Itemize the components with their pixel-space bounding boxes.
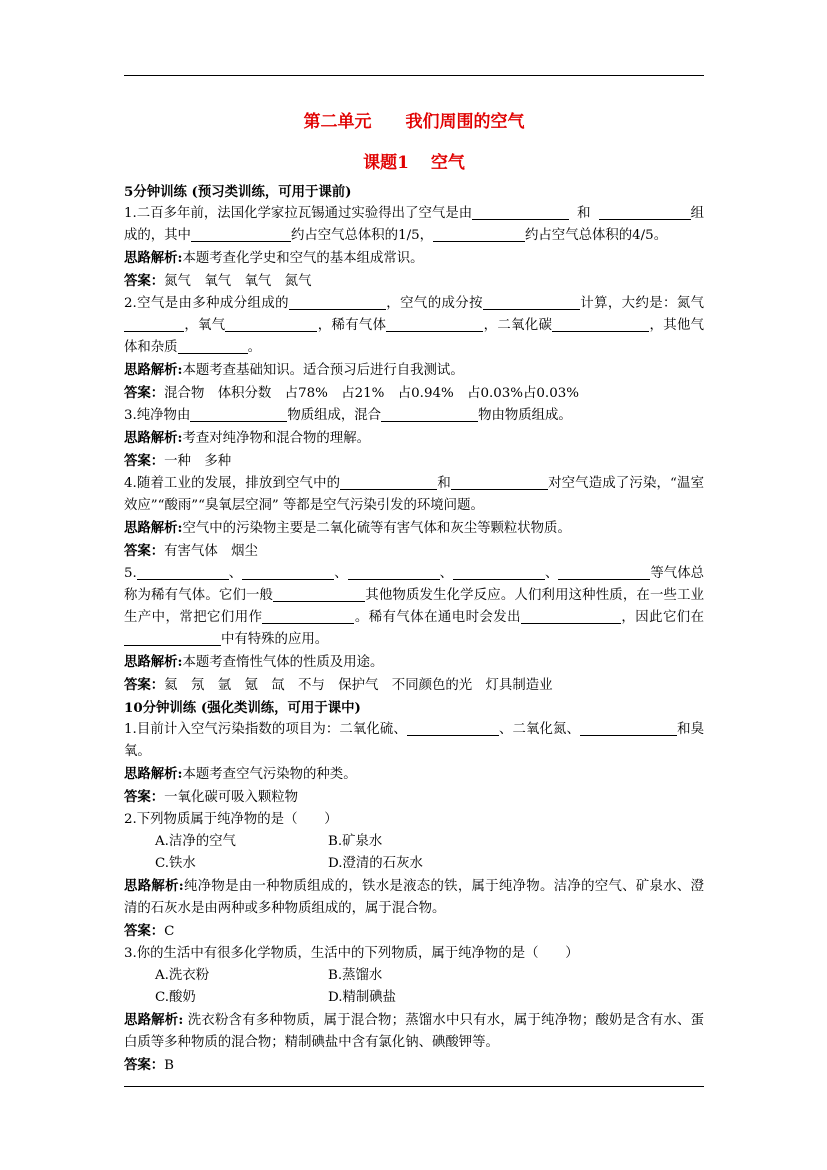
analysis-1-3: 思路解析:考查对纯净物和混合物的理解。 — [124, 430, 370, 446]
question-1-2: 2.空气是由多种成分组成的 ，空气的成分按 计算，大约是：氮气，氧气 ，稀有气体 ，二氧化碳 ，其他气体和杂质 。 — [124, 296, 705, 355]
answer-blank — [178, 338, 248, 354]
analysis-1-5: 思路解析:本题考查惰性气体的性质及用途。 — [124, 654, 384, 670]
analysis-1-2: 思路解析:本题考查基础知识。适合预习后进行自我测试。 — [124, 362, 464, 378]
unit-title: 第二单元 我们周围的空气 — [303, 112, 525, 132]
answer-blank — [191, 226, 291, 242]
option-b: B.矿泉水 — [328, 834, 383, 849]
answer-blank — [124, 316, 184, 332]
answer-blank — [521, 608, 621, 624]
answer-blank — [451, 474, 548, 490]
option-c: C.酸奶 — [155, 990, 196, 1005]
answer-1-2: 答案：混合物 体积分数 占78% 占21% 占0.94% 占0.03%占0.03% — [124, 385, 579, 401]
answer-2-2: 答案：C — [124, 923, 175, 939]
question-1-5: 5. 、 、 、 、 等气体总称为稀有气体。它们一般 其他物质发生化学反应。人们利用这种性质，在一些工业生产中，常把它们用作 。稀有气体在通电时会发出 ，因此它们在中有特殊的应用。 — [124, 566, 705, 647]
question-1-1: 1.二百多年前，法国化学家拉瓦锡通过实验得出了空气是由 和 组成的，其中 约占空气总体积的1/5， 约占空气总体积的4/5。 — [124, 206, 705, 243]
options-2-2-row2 — [124, 853, 704, 875]
answer-blank — [348, 564, 440, 580]
option-d: D.澄清的石灰水 — [328, 856, 423, 871]
options-2-3-row1 — [124, 965, 704, 987]
answer-blank — [273, 586, 365, 602]
answer-blank — [599, 204, 691, 220]
answer-blank — [124, 630, 221, 646]
lesson-title: 课题1 空气 — [363, 153, 465, 173]
answer-blank — [381, 406, 478, 422]
answer-blank — [552, 316, 649, 332]
document-body — [124, 108, 704, 1077]
question-2-1: 1.目前计入空气污染指数的项目为：二氧化硫、 、二氧化氮、 和臭氧。 — [124, 722, 704, 759]
answer-blank — [386, 316, 483, 332]
answer-blank — [407, 720, 499, 736]
option-d: D.精制碘盐 — [328, 990, 397, 1005]
question-2-2: 2.下列物质属于纯净物的是（ ） — [124, 812, 338, 827]
section-heading-5min: 5分钟训练 (预习类训练，可用于课前) — [124, 184, 352, 200]
footer-rule — [124, 1086, 704, 1087]
answer-blank — [262, 608, 354, 624]
analysis-2-1: 思路解析:本题考查空气污染物的种类。 — [124, 766, 357, 782]
answer-2-1: 答案：一氧化碳可吸入颗粒物 — [124, 789, 299, 805]
question-1-3: 3.纯净物由 物质组成，混合 物由物质组成。 — [124, 408, 572, 423]
analysis-2-3: 思路解析: 洗衣粉含有多种物质，属于混合物；蒸馏水中只有水，属于纯净物；酸奶是含有水、蛋白质等多种物质的混合物；精制碘盐中含有氯化钠、碘酸钾等。 — [124, 1012, 704, 1050]
answer-blank — [289, 294, 386, 310]
answer-blank — [558, 564, 650, 580]
answer-blank — [340, 474, 437, 490]
section-heading-10min: 10分钟训练 (强化类训练，可用于课中) — [124, 700, 361, 716]
analysis-1-1: 思路解析:本题考查化学史和空气的基本组成常识。 — [124, 250, 424, 266]
answer-blank — [137, 564, 229, 580]
answer-2-3: 答案：B — [124, 1057, 175, 1073]
answer-blank — [453, 564, 545, 580]
answer-blank — [483, 294, 580, 310]
analysis-1-4: 思路解析:空气中的污染物主要是二氧化硫等有害气体和灰尘等颗粒状物质。 — [124, 520, 571, 536]
answer-blank — [225, 316, 317, 332]
answer-blank — [580, 720, 677, 736]
answer-blank — [242, 564, 334, 580]
question-1-4: 4.随着工业的发展，排放到空气中的 和 对空气造成了污染，“温室效应”“酸雨”“臭氧层空洞” 等都是空气污染引发的环境问题。 — [124, 476, 704, 513]
options-2-2-row1 — [124, 831, 704, 853]
answer-1-5: 答案：氦 氖 氩 氪 氙 不与 保护气 不同颜色的光 灯具制造业 — [124, 677, 553, 693]
answer-blank — [190, 406, 287, 422]
option-b: B.蒸馏水 — [328, 968, 383, 983]
answer-blank — [433, 226, 525, 242]
answer-1-1: 答案：氮气 氧气 氧气 氮气 — [124, 273, 312, 289]
answer-blank — [472, 204, 569, 220]
answer-1-3: 答案：一种 多种 — [124, 453, 232, 469]
option-c: C.铁水 — [155, 856, 196, 871]
options-2-3-row2 — [124, 987, 704, 1009]
question-2-3: 3.你的生活中有很多化学物质，生活中的下列物质，属于纯净物的是（ ） — [124, 946, 579, 961]
option-a: A.洁净的空气 — [155, 834, 236, 849]
analysis-2-2: 思路解析:纯净物是由一种物质组成的，铁水是液态的铁，属于纯净物。洁净的空气、矿泉水、澄清的石灰水是由两种或多种物质组成的，属于混合物。 — [124, 878, 704, 916]
header-rule — [124, 75, 704, 76]
answer-1-4: 答案：有害气体 烟尘 — [124, 543, 258, 559]
option-a: A.洗衣粉 — [155, 968, 210, 983]
